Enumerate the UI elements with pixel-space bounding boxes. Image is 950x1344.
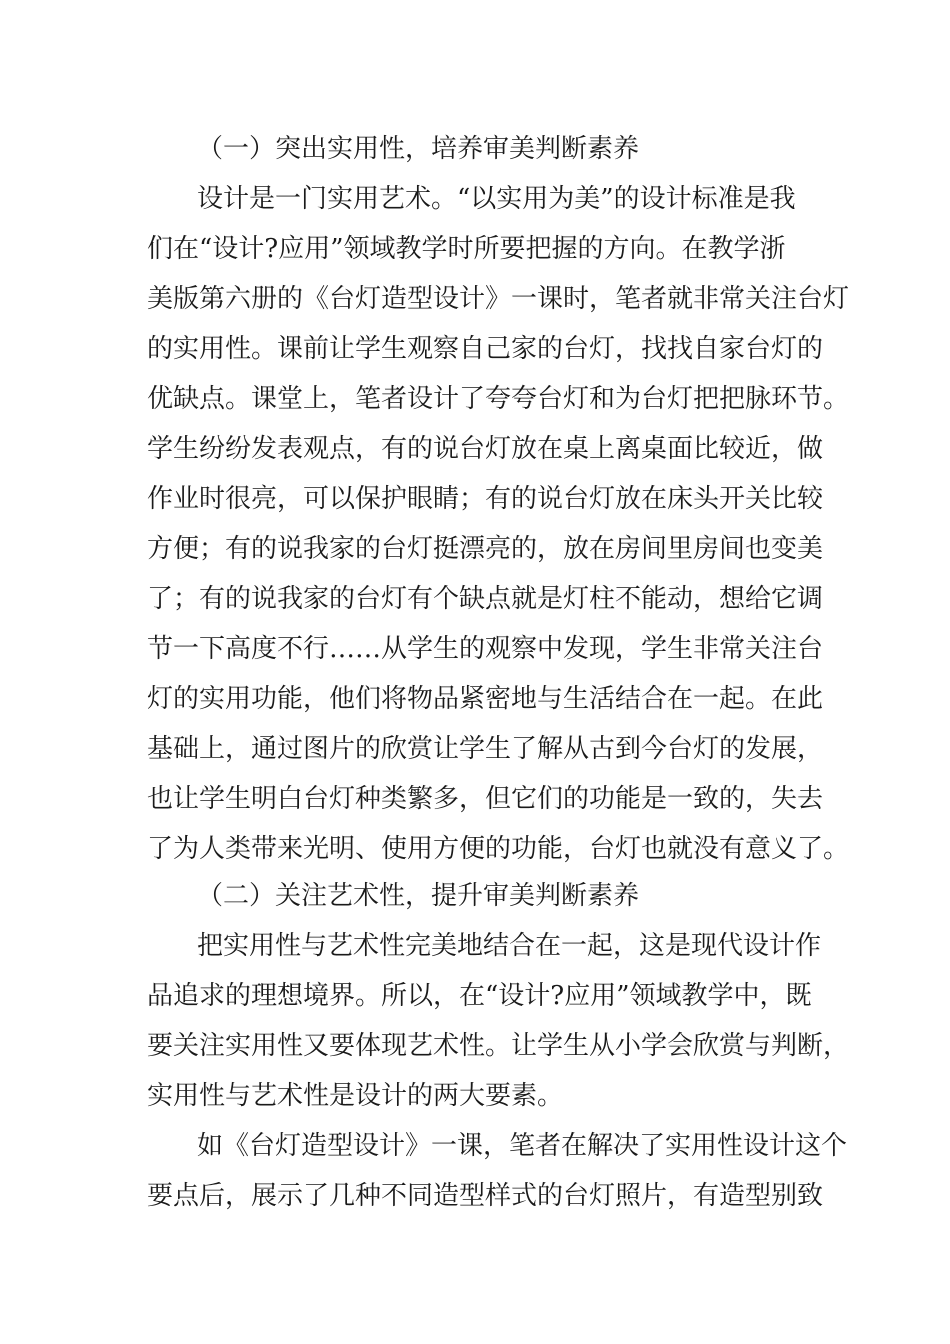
paragraph-line: 作业时很亮，可以保护眼睛；有的说台灯放在床头开关比较: [147, 484, 824, 514]
paragraph-line: 节一下高度不行……从学生的观察中发现，学生非常关注台: [147, 634, 824, 664]
paragraph-line: 要关注实用性又要体现艺术性。让学生从小学会欣赏与判断，: [147, 1031, 850, 1061]
section-heading-2: （二）关注艺术性，提升审美判断素养: [197, 881, 640, 911]
paragraph-line: 美版第六册的《台灯造型设计》一课时，笔者就非常关注台灯: [147, 284, 850, 314]
paragraph-line: 了为人类带来光明、使用方便的功能，台灯也就没有意义了。: [147, 834, 850, 864]
paragraph-line: 优缺点。课堂上，笔者设计了夸夸台灯和为台灯把把脉环节。: [147, 384, 850, 414]
paragraph-line: 的实用性。课前让学生观察自己家的台灯，找找自家台灯的: [147, 334, 824, 364]
section-heading-1: （一）突出实用性，培养审美判断素养: [197, 134, 640, 164]
paragraph-line: 学生纷纷发表观点，有的说台灯放在桌上离桌面比较近，做: [147, 434, 824, 464]
paragraph-line: 设计是一门实用艺术。“以实用为美”的设计标准是我: [197, 184, 796, 214]
paragraph-line: 也让学生明白台灯种类繁多，但它们的功能是一致的，失去: [147, 784, 824, 814]
paragraph-line: 把实用性与艺术性完美地结合在一起，这是现代设计作: [197, 931, 822, 961]
paragraph-line: 们在“设计?应用”领域教学时所要把握的方向。在教学浙: [147, 234, 786, 264]
paragraph-line: 灯的实用功能，他们将物品紧密地与生活结合在一起。在此: [147, 684, 824, 714]
paragraph-line: 了；有的说我家的台灯有个缺点就是灯柱不能动，想给它调: [147, 584, 824, 614]
paragraph-line: 如《台灯造型设计》一课，笔者在解决了实用性设计这个: [197, 1131, 848, 1161]
paragraph-line: 实用性与艺术性是设计的两大要素。: [147, 1081, 564, 1111]
paragraph-line: 品追求的理想境界。所以，在“设计?应用”领域教学中，既: [147, 981, 812, 1011]
paragraph-line: 基础上，通过图片的欣赏让学生了解从古到今台灯的发展，: [147, 734, 824, 764]
paragraph-line: 要点后，展示了几种不同造型样式的台灯照片，有造型别致: [147, 1181, 824, 1211]
paragraph-line: 方便；有的说我家的台灯挺漂亮的，放在房间里房间也变美: [147, 534, 824, 564]
